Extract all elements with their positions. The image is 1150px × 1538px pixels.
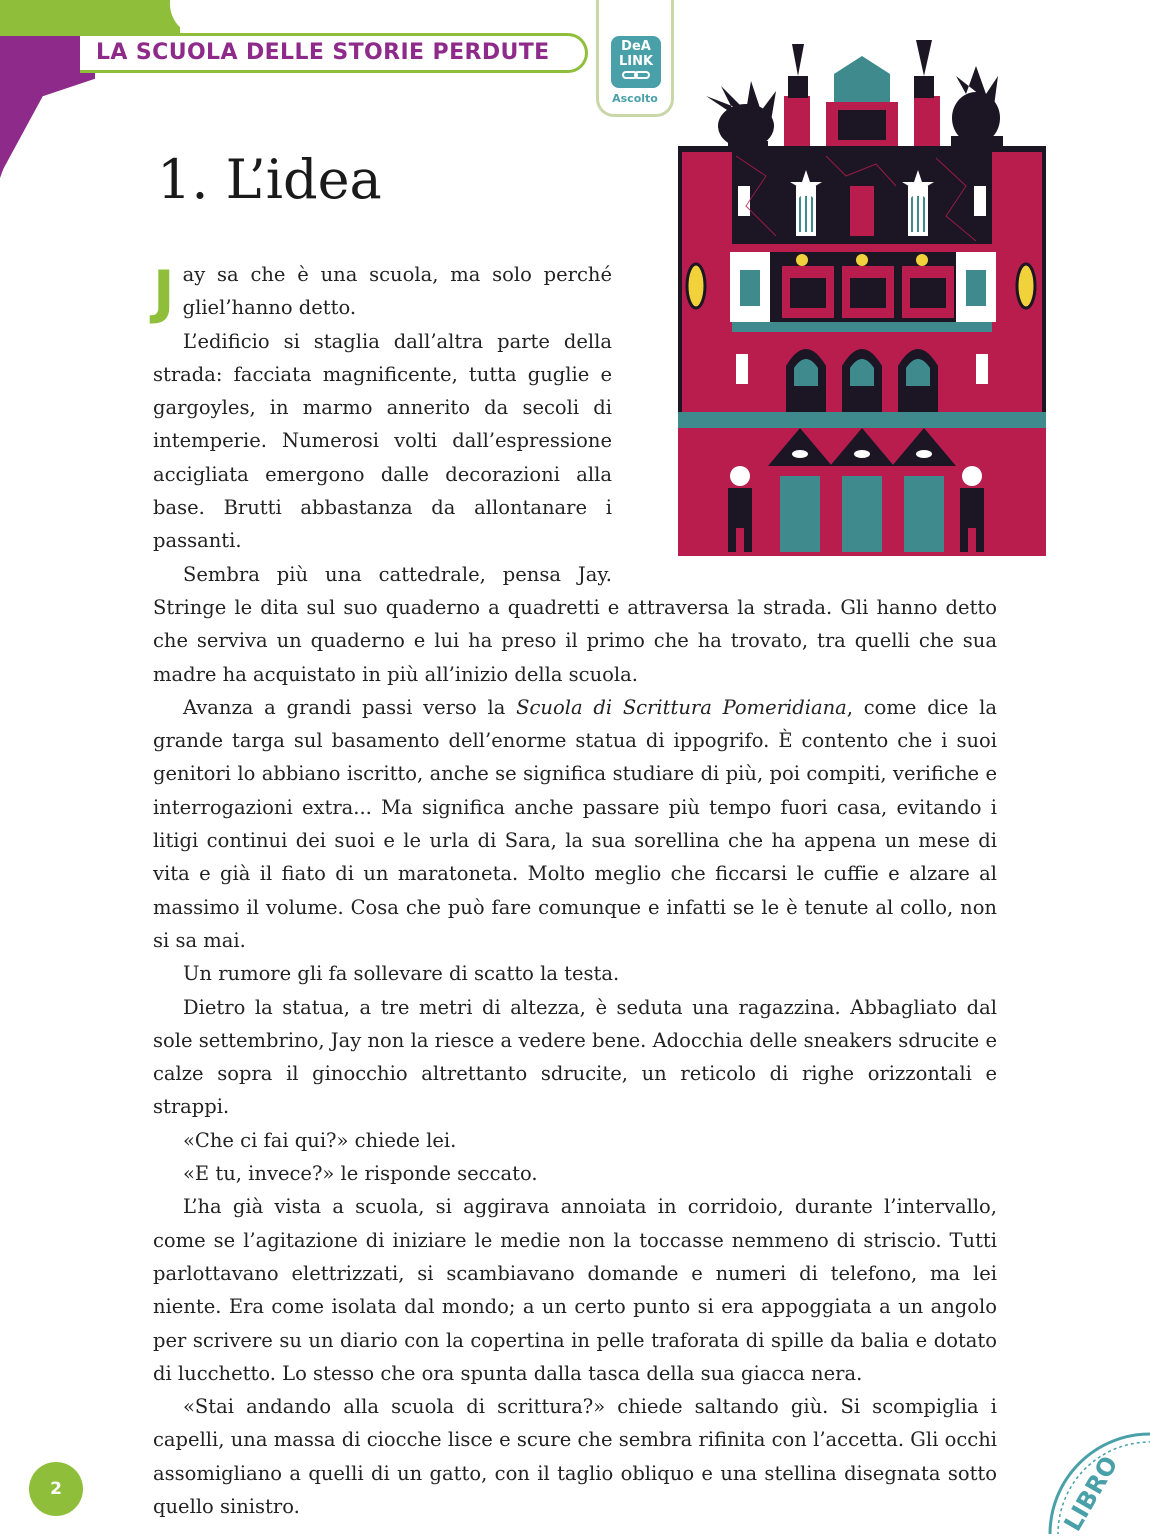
- paragraph: «Che ci fai qui?» chiede lei.: [183, 1128, 457, 1152]
- paragraph: L’edificio si staglia dall’altra parte della strada: facciata magnificente, tutta guglie e gargoyles, in marmo annerito da secoli di intemperie. Numerosi volti dall’espressione accigliata emergono dalle decorazioni alla base. Brutti abbastanza da allontanare i passanti.: [153, 329, 612, 553]
- svg-text:LIBRO: LIBRO: [1058, 1451, 1124, 1534]
- left-stripe-decoration: [0, 68, 40, 178]
- paragraph-text: ay sa che è una scuola, ma solo perché gliel’hanno detto.: [182, 263, 612, 320]
- header-green-curve: [170, 0, 610, 36]
- libro-stamp-logo: [1040, 1420, 1150, 1534]
- illustration-spacer: [612, 258, 997, 576]
- chapter-title: 1. L’idea: [157, 148, 382, 211]
- dea-link-logo-line1: DeA: [621, 39, 651, 54]
- paragraph: Sembra più una cattedrale, pensa Jay. Stringe le dita sul suo quaderno a quadretti e attraversa la strada. Gli hanno detto che serviva un quaderno e lui ha preso il primo che ha trovato, tra quelli che sua madre ha acquistato in più all’inizio della scuola.: [153, 562, 997, 686]
- dea-link-label: Ascolto: [612, 92, 658, 105]
- gargoyle-right-icon: [951, 66, 1003, 150]
- paragraph: «Stai andando alla scuola di scrittura?» chiede saltando giù. Si scompiglia i capelli, una massa di ciocche lisce e scure che sembra rifinita con l’accetta. Gli occhi assomigliano a quelli di un gatto, con il taglio obliquo e una stellina disegnata sotto quello sinistro.: [153, 1395, 997, 1518]
- series-title: LA SCUOLA DELLE STORIE PERDUTE: [96, 40, 550, 65]
- paragraph: [153, 691, 997, 957]
- page-number: 2: [29, 1462, 83, 1516]
- dea-link-logo: [611, 36, 661, 88]
- chapter-body: [153, 258, 997, 1523]
- paragraph: L’ha già vista a scuola, si aggirava annoiata in corridoio, durante l’intervallo, come se l’agitazione di iniziare le medie non la toccasse nemmeno di striscio. Tutti parlottavano elettrizzati, si scambiavano domande e numeri di telefono, ma lei niente. Era come isolata dal mondo; a un certo punto si era appoggiata a un angolo per scrivere su un diario con la copertina in pelle traforata di spille da balia e dotato di lucchetto. Lo stesso che ora spunta dalla tasca della sua giacca nera.: [153, 1195, 997, 1385]
- dea-link-audio-button[interactable]: [596, 0, 674, 117]
- header-purple-band: [0, 36, 90, 70]
- paragraph-text: , come dice la grande targa sul basamento dell’enorme statua di ippogrifo. È contento che i suoi genitori lo abbiano iscritto, anche se significa studiare di più, poi compiti, verifiche e interrogazioni extra... Ma significa anche passare più tempo fuori casa, evitando i litigi continui dei suoi e le urla di Sara, la sua sorellina che ha appena un mese di vita e già il fiato di un maratoneta. Molto meglio che ficcarsi le cuffie e alzare al massimo il volume. Cosa che può fare comunque e infatti se le è tenute al collo, non si sa mai.: [153, 695, 998, 952]
- paragraph: Un rumore gli fa sollevare di scatto la testa.: [183, 962, 620, 986]
- gargoyle-left-icon: [706, 81, 776, 153]
- dea-link-logo-line2: LINK: [618, 54, 654, 69]
- paragraph: «E tu, invece?» le risponde seccato.: [183, 1162, 538, 1186]
- paragraph-text: Avanza a grandi passi verso la: [183, 695, 517, 719]
- chain-link-icon: [611, 69, 661, 83]
- header-green-band: [0, 0, 180, 36]
- drop-cap: J: [153, 258, 175, 326]
- paragraph: Dietro la statua, a tre metri di altezza, è seduta una ragazzina. Abbagliato dal sole settembrino, Jay non la riesce a vedere bene. Adocchia delle sneakers sdrucite e calze sopra il ginocchio altrettanto sdrucite, un reticolo di righe orizzontali e strappi.: [153, 995, 997, 1119]
- school-name-italic: Scuola di Scrittura Pomeridiana: [516, 695, 847, 719]
